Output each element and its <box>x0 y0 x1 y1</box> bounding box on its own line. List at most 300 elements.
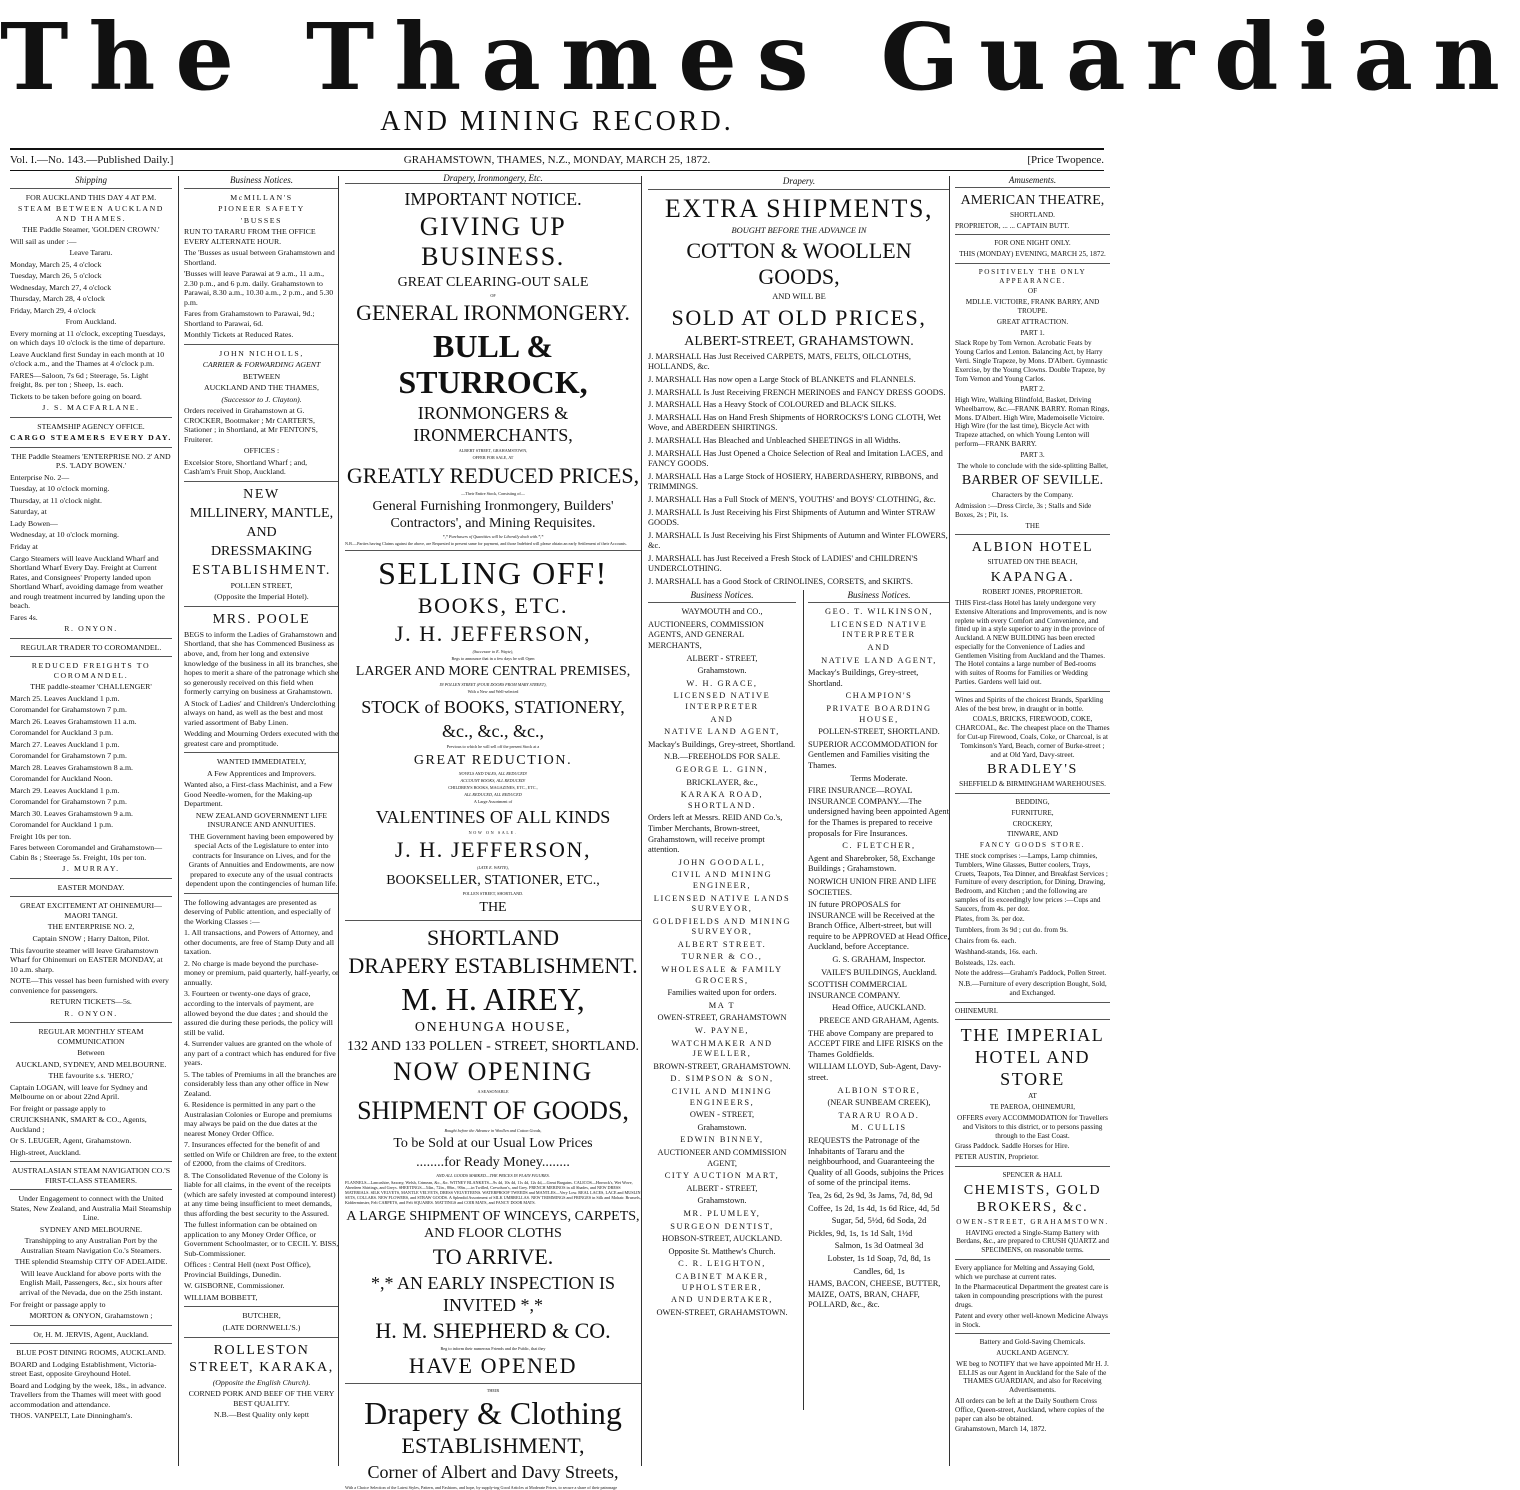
col2-p-text: N.B.—Best Quality only keptt <box>213 1410 310 1420</box>
col5-p-text: Battery and Gold-Saving Chemicals. <box>979 1338 1086 1347</box>
col3-p-text: AND ALL GOODS MARKED—THE PRICES IN PLAIN FIGURES. <box>436 1172 550 1178</box>
col2-p-text: 3. Fourteen or twenty-one days of grace, according to the intervals of payment, are allowed beyond the due dates ; and should the assured die during these periods, the policy will still be valid. <box>184 989 333 1037</box>
col1-p-text: Thursday, at 11 o'clock night. <box>10 495 102 505</box>
col2-p-text: ESTABLISHMENT. <box>192 562 331 578</box>
col1-p-text: Will sail as under :— <box>10 236 77 246</box>
col3-p-text: With a New and Well-selected <box>467 689 519 695</box>
col4-left-text: W. H. GRACE, <box>686 678 758 688</box>
col3-p-text: THEIR <box>486 1387 500 1393</box>
col4-right-text: LICENSED NATIVE INTERPRETER <box>830 619 928 640</box>
col5-p-text: HAVING erected a Single-Stamp Battery with Berdans, &c., are prepared to CRUSH QUARTZ and SPECIMENS, on reasonable terms. <box>956 1228 1109 1255</box>
col3-p-text: ONEHUNGA HOUSE, <box>414 1019 572 1035</box>
issue-price: [Price Twopence. <box>1027 154 1104 166</box>
col3-p-text: A LARGE SHIPMENT OF WINCEYS, CARPETS, AND FLOOR CLOTHS <box>346 1208 640 1241</box>
section-header: Amusements. <box>955 176 1110 188</box>
col3-p-text: GREAT CLEARING-OUT SALE <box>397 275 589 291</box>
col2-p-text: NEW ZEALAND GOVERNMENT LIFE INSURANCE AND ANNUITIES. <box>195 810 328 830</box>
col4-left-text: BRICKLAYER, &c., <box>686 777 758 787</box>
issue-info-bar <box>10 148 1104 171</box>
col2-p-text: 'Busses will leave Parawai at 9 a.m., 11 a.m., 2.30 p.m., and 6 p.m. daily. Grahamstown to Parawai, 8.30 a.m., 10.30 a.m., 2 p.m., and 5.30 p.m. <box>184 269 334 307</box>
col1-p-text: REGULAR TRADER TO COROMANDEL. <box>20 642 162 652</box>
col3-p-text: CHILDREN'S BOOKS, MAGAZINES, ETC., ETC., <box>448 784 538 790</box>
col4-right-text: PRIVATE BOARDING HOUSE, <box>826 704 932 724</box>
col1-p-text: Wednesday, March 27, 4 o'clock <box>10 282 112 292</box>
col4-left-text: W. PAYNE, <box>694 1026 750 1036</box>
col4-p-text: BOUGHT BEFORE THE ADVANCE IN <box>731 225 867 235</box>
col4-left-text: Mackay's Buildings, Grey-street, Shortland. <box>648 739 796 749</box>
col4-right-text: Salmon, 1s 3d Oatmeal 3d <box>834 1241 924 1251</box>
section-header: Drapery, Ironmongery, Etc. <box>345 176 641 184</box>
col5-p-text: N.B.—Furniture of every description Bought, Sold, and Exchanged. <box>958 980 1107 997</box>
col1-p-text: Will leave Auckland for above ports with the English Mail, Passengers, &c., six hours after arrival of the Nevada, due on the 25th instant. <box>19 1268 163 1297</box>
col4-right-text: C. FLETCHER, <box>842 841 916 851</box>
col1-p-text: March 28. Leaves Grahamstown 8 a.m. <box>10 762 133 772</box>
col4-left-text: WATCHMAKER AND JEWELLER, <box>671 1038 773 1059</box>
col4-left-text: Grahamstown. <box>697 1196 747 1206</box>
col5-p-text: Admission :—Dress Circle, 3s ; Stalls and Side Boxes, 2s ; Pit, 1s. <box>955 502 1092 519</box>
col2-p-text: POLLEN STREET, <box>230 580 293 590</box>
col4-left-text: C. R. LEIGHTON, <box>678 1259 766 1269</box>
col4-p-text: J. MARSHALL has Just Received a Fresh Stock of LADIES' and CHILDREN'S UNDERCLOTHING. <box>648 553 918 574</box>
col3-p-text: SHORTLAND <box>427 924 559 950</box>
col1-p-text: FOR AUCKLAND THIS DAY 4 AT P.M. <box>25 192 157 202</box>
col3-p-text: ........for Ready Money........ <box>416 1154 570 1170</box>
col3-p-text: H. M. SHEPHERD & CO. <box>375 1317 611 1343</box>
col5-p-text: AMERICAN THEATRE, <box>960 192 1105 208</box>
col4-p-text: J. MARSHALL Has a Heavy Stock of COLOURED and BLACK SILKS. <box>648 400 897 410</box>
col4-left-text: MR. PLUMLEY, <box>683 1208 761 1218</box>
col4-left-text: KARAKA ROAD, SHORTLAND. <box>680 790 764 810</box>
col1-p-text: CRUICKSHANK, SMART & CO., Agents, Auckland ; <box>10 1115 147 1134</box>
col4-left-text: HOBSON-STREET, AUCKLAND. <box>661 1234 783 1244</box>
col5-p-text: FOR ONE NIGHT ONLY. <box>994 239 1071 248</box>
col1-p-text: STEAMSHIP AGENCY OFFICE. <box>37 421 145 431</box>
col4-left-text: NATIVE LAND AGENT, <box>664 727 780 737</box>
col2-p-text: Wedding and Mourning Orders executed with the greatest care and promptitude. <box>184 729 339 748</box>
col4-left-text: OWEN-STREET, GRAHAMSTOWN. <box>656 1307 788 1317</box>
col4-p-text: J. MARSHALL Has a Large Stock of HOSIERY, HABERDASHERY, RIBBONS, and TRIMMINGS. <box>648 471 939 492</box>
col4-left-text: BROWN-STREET, GRAHAMSTOWN. <box>653 1061 791 1071</box>
col4-right-text: HAMS, BACON, CHEESE, BUTTER, MAIZE, OATS, BRAN, CHAFF, POLLARD, &c., &c. <box>808 1279 941 1310</box>
col1-p-text: March 29. Leaves Auckland 1 p.m. <box>10 785 120 795</box>
col1-p-text: March 27. Leaves Auckland 1 p.m. <box>10 739 120 749</box>
col1-p-text: Coromandel for Auckland Noon. <box>10 774 113 784</box>
col4-right-text: (NEAR SUNBEAM CREEK), <box>827 1098 931 1108</box>
col5-p-text: All orders can be left at the Daily Southern Cross Office, Queen-street, Auckland, where copies of the paper can also be obtained. <box>955 1397 1105 1423</box>
col3-p-text: Drapery & Clothing <box>364 1394 622 1431</box>
col1-p-text: Thursday, March 28, 4 o'clock <box>10 294 105 304</box>
col2-p-text: A Stock of Ladies' and Children's Underclothing always on hand, as well as the best and most varied assortment of Baby Linen. <box>184 698 336 727</box>
col4-left-text: N.B.—FREEHOLDS FOR SALE. <box>663 752 781 762</box>
col1-p-text: Saturday, at <box>10 507 47 517</box>
col3-p-text: SHIPMENT OF GOODS, <box>357 1095 629 1125</box>
col5-p-text: THE <box>1025 521 1040 530</box>
col4-left-text: AND UNDERTAKER, <box>671 1295 773 1305</box>
col2-p-text: 5. The tables of Premiums in all the branches are considerably less than any other office in New Zealand. <box>184 1069 337 1098</box>
col4-left-text: WAYMOUTH and CO., <box>681 607 763 617</box>
col1-p-text: THOS. VANPELT, Late Dinningham's. <box>10 1411 133 1421</box>
col1-p-text: AUSTRALASIAN STEAM NAVIGATION CO.'S FIRST-CLASS STEAMERS. <box>11 1166 171 1185</box>
col1-p-text: Fares between Coromandel and Grahamstown—Cabin 8s ; Steerage 5s. Freight, 10s per ton. <box>10 843 162 862</box>
col4-left-text: MA T <box>708 1000 736 1010</box>
col3-p-text: With a Choice Selection of the Latest Styles, Pattern, and Fashions, and hope, by supply-ing Good Articles at Moderate Prices, to secure a share of their patronage <box>345 1484 618 1490</box>
col1-p-text: Tickets to be taken before going on board. <box>10 391 142 401</box>
col5-p-text: Grahamstown, March 14, 1872. <box>955 1425 1047 1434</box>
col1-p-text: Transhipping to any Australian Port by the Australian Steam Navigation Co.'s Steamers. <box>20 1236 162 1255</box>
col5-p-text: PART 1. <box>1020 328 1045 337</box>
col5-p-text: SHEFFIELD & BIRMINGHAM WAREHOUSES. <box>959 780 1106 789</box>
col1-p-text: Enterprise No. 2— <box>10 472 70 482</box>
col5-p-text: THIS (MONDAY) EVENING, MARCH 25, 1872. <box>959 250 1106 259</box>
col4-right-text: Sugar, 5d, 5½d, 6d Soda, 2d <box>831 1216 927 1226</box>
col1-p-text: Fares 4s. <box>10 612 38 622</box>
col3-p-text: GREATLY REDUCED PRICES, <box>346 462 640 488</box>
subsection-header: Business Notices. <box>648 590 796 604</box>
col4-right-text: Mackay's Buildings, Grey-street, Shortland. <box>808 668 919 688</box>
col4-left-text: OWEN - STREET, <box>689 1110 755 1120</box>
col4-p-text: J. MARSHALL Has Just Received CARPETS, MATS, FELTS, OILCLOTHS, HOLLANDS, &c. <box>648 351 911 372</box>
col5-p-text: ALBION HOTEL <box>971 540 1094 556</box>
col1-p-text: Between <box>77 1048 105 1058</box>
col4-right-text: AND <box>867 643 891 653</box>
col4-p-text: COTTON & WOOLLEN GOODS, <box>686 238 912 290</box>
col2-p-text: JOHN NICHOLLS, <box>219 348 304 358</box>
col5-p-text: Note the address—Graham's Paddock, Pollen Street. <box>955 969 1107 978</box>
col3-p-text: A SEASONABLE <box>477 1088 509 1094</box>
col2-p-text: Excelsior Store, Shortland Wharf ; and, Cash'am's Fruit Shop, Auckland. <box>184 457 308 477</box>
col4-right-text: Head Office, AUCKLAND. <box>832 1003 926 1013</box>
col3-p-text: NOVELS AND TALES, ALL REDUCED! <box>458 770 528 776</box>
col2-p-text: Wanted also, a First-class Machinist, and a Few Good Needle-women, for the Making-up Department. <box>184 780 333 809</box>
col1-p-text: Or S. LEUGER, Agent, Grahamstown. <box>10 1136 132 1146</box>
col3-p-text: IN POLLEN STREET (FOUR DOORS FROM MARY STREET), <box>439 682 547 688</box>
col2-p-text: BETWEEN <box>242 371 281 381</box>
col3-p-text: FLANNELS—Lancashire, Saxony, Welsh, Crimean, &c., &c. WITNEY BLANKETS—9s 4d, 10s 4d, 11s 4d, 12s 4d,—Great Bargains. CALICOS—Horrock's, Wet Wove, Aberdeen Shirtings, and Greys. SHEETINGS—54in., 72in., 80in., 90in.,—in Twilled, Crewdson's, and Grey. FRENCH MERINOS in all Shades, and NEW DRESS MATERIALS. SILK VELVETS, MANTLE VELVETS, DRESS VELVETEENS. WATERPROOF TWEEDS and MANTLES—Very Low. REAL LACES, LACE and MUSLIN SETS, COLLARS. NEW FLOWERS, and STRAW GOODS. A Splendid Assortment of SILK UMBRELLAS. NEW TRIMMINGS and FRINGES in Silk and Mohair. Brussels, Kidderminster, Felt CARPETS, and Felt SQUARES. MATTINGS and COIR MATS, and FANCY DOOR MATS. <box>345 1179 641 1206</box>
col4-right-text: IN future PROPOSALS for INSURANCE will be Received at the Branch Office, Albert-street, but will require to be APPROVED at Head Office, Auckland, before Acceptance. <box>808 900 950 952</box>
col4-p-text: EXTRA SHIPMENTS, <box>664 193 934 223</box>
col3-p-text: BULL & STURROCK, <box>398 328 588 401</box>
col4-left-text: WHOLESALE & FAMILY GROCERS, <box>661 965 783 985</box>
section-header: Shipping <box>10 176 172 189</box>
col5-p-text: BARBER OF SEVILLE. <box>961 473 1104 489</box>
col4-p-text: AND WILL BE <box>772 292 826 302</box>
col2-p-text: A Few Apprentices and Improvers. <box>207 768 316 778</box>
col2-p-text: DRESSMAKING <box>210 543 313 559</box>
col2-p-text: The 'Busses as usual between Grahamstown and Shortland. <box>184 248 335 267</box>
col4-left-text: AND <box>710 714 734 724</box>
col1-p-text: Every morning at 11 o'clock, excepting Tuesdays, on which days 10 o'clock is the time of departure. <box>10 328 166 348</box>
col4-left-text: Grahamstown. <box>697 666 747 676</box>
col5-p-text: OHINEMURI. <box>955 1006 998 1015</box>
col1-p-text: BOARD and Lodging Establishment, Victoria-street East, opposite Greyhound Hotel. <box>10 1359 157 1379</box>
col3-p-text: ALBERT STREET, GRAHAMSTOWN, <box>458 448 528 454</box>
col3-p-text: SELLING OFF! <box>378 554 608 591</box>
col1-p-text: Captain LOGAN, will leave for Sydney and Melbourne on or about 22nd April. <box>10 1082 148 1102</box>
col2-p-text: Monthly Tickets at Reduced Rates. <box>184 330 294 340</box>
col3-p-text: HAVE OPENED <box>408 1352 578 1378</box>
col3-p-text: Previous to which he will sell off the present Stock at a <box>446 744 540 750</box>
col4-left-text: TURNER & CO., <box>681 952 763 962</box>
col5-p-text: GREAT ATTRACTION. <box>996 317 1069 326</box>
col5-p-text: COALS, BRICKS, FIREWOOD, COKE, CHARCOAL, &c. The cheapest place on the Thames for Cut-up Firewood, Coals, Coke, or Charcoal, is at Tomkinson's Yard, Beach, corner of Burke-street ; and at Old Yard, Davy-street. <box>955 715 1110 759</box>
col1-p-text: J. S. MACFARLANE. <box>42 403 140 413</box>
col1-p-text: R. ONYON. <box>64 624 118 634</box>
col5-p-text: The whole to conclude with the side-splitting Ballet, <box>957 461 1108 470</box>
col3-p-text: N.B.—Parties having Claims against the above, are Requested to present same for payment, and those Indebted will please obtain an early Settlement of their Accounts. <box>345 540 627 546</box>
col2-p-text: Fares from Grahamstown to Parawai, 9d.; Shortland to Parawai, 6d. <box>184 309 315 328</box>
col3-p-text: GENERAL IRONMONGERY. <box>356 300 630 326</box>
col1-p-text: THE Paddle Steamer, 'GOLDEN CROWN.' <box>22 225 160 235</box>
col4-right-text: PREECE AND GRAHAM, Agents. <box>819 1016 939 1026</box>
col2-p-text: 4. Surrender values are granted on the whole of any part of a contract which has endured for five years. <box>184 1039 336 1068</box>
col5-p-text: Bolsteads, 12s. each. <box>955 958 1016 967</box>
col4-left-text: ALBERT STREET. <box>677 939 767 949</box>
col5-p-text: BEDDING, <box>1015 798 1050 807</box>
col2-p-text: THE Government having been empowered by special Acts of the Legislature to enter into contracts for Insurance on Lives, and for the Grants of Annuities and Endowments, are now prepared to execute any of the usual contracts dependent upon the contingencies of human life. <box>185 831 338 889</box>
col3-p-text: IMPORTANT NOTICE. <box>404 189 582 210</box>
col1-p-text: Leave Auckland first Sunday in each month at 10 o'clock a.m., and the Thames at 4 o'clock p.m. <box>10 349 165 369</box>
col5-p-text: Every appliance for Melting and Assaying Gold, which we purchase at current rates. <box>955 1263 1095 1281</box>
column-shipping <box>10 176 172 1466</box>
col3-p-text: STOCK of BOOKS, STATIONERY, <box>361 697 625 718</box>
col3-p-text: LARGER AND MORE CENTRAL PREMISES, <box>355 664 631 680</box>
col1-p-text: March 26. Leaves Grahamstown 11 a.m. <box>10 716 137 726</box>
col4-left-text: Grahamstown. <box>697 1122 747 1132</box>
newspaper-title: The Thames Guardian <box>0 3 1520 111</box>
col3-p-text: *,* Purchasers of Quantities will be Liberally dealt with.*,* <box>442 533 544 539</box>
col1-p-text: STEAM BETWEEN AUCKLAND AND THAMES. <box>17 204 165 223</box>
col4-left-text: CIVIL AND MINING ENGINEER, <box>671 870 773 890</box>
col4-right-text: ALBION STORE, <box>837 1085 921 1095</box>
col4-left-text: ALBERT - STREET, <box>686 653 758 663</box>
column-business-notices <box>178 176 339 1466</box>
column-drapery-ironmongery <box>338 173 641 1490</box>
col5-p-text: WE beg to NOTIFY that we have appointed Mr H. J. ELLIS as our Agent in Auckland for the Sale of the THAMES GUARDIAN, and also for Receiving Advertisements. <box>956 1359 1109 1395</box>
col3-p-text: POLLEN STREET, SHORTLAND. <box>462 891 524 897</box>
col5-p-text: AUCKLAND AGENCY. <box>996 1349 1069 1358</box>
column-amusements <box>949 176 1110 1466</box>
col4-left-text: GOLDFIELDS AND MINING SURVEYOR, <box>652 916 792 937</box>
col4-p-text: J. MARSHALL Has now open a Large Stock of BLANKETS and FLANNELS. <box>648 374 916 384</box>
col1-p-text: Cargo Steamers will leave Auckland Wharf and Shortland Wharf Every Day. Freight at Current Rates, and Consignees' Property landed upon Shortland Wharf, avoiding damage from weather and rough treatment incurred by landing upon the beach. <box>10 553 165 611</box>
col3-p-text: To be Sold at our Usual Low Prices <box>393 1135 593 1151</box>
col2-p-text: Offices : Central Hell (next Post Office), Provincial Buildings, Dunedin. <box>184 1260 311 1279</box>
business-left <box>648 590 796 1321</box>
col3-p-text: NOW OPENING <box>393 1056 593 1086</box>
col1-p-text: Board and Lodging by the week, 18s., in advance. Travellers from the Thames will meet with good accommodation and attendance. <box>10 1380 167 1409</box>
col2-p-text: 6. Residence is permitted in any part o the Australasian Colonies or Europe and premiums may always be paid on the due dates at the nearest Money Order Office. <box>184 1100 332 1138</box>
col3-p-text: THE <box>479 899 507 915</box>
col4-right-text: Tea, 2s 6d, 2s 9d, 3s Jams, 7d, 8d, 9d <box>808 1190 933 1200</box>
col5-p-text: OWEN-STREET, GRAHAMSTOWN. <box>956 1217 1109 1226</box>
col2-p-text: BUTCHER, <box>242 1311 281 1321</box>
col5-p-text: POSITIVELY THE ONLY APPEARANCE. <box>978 267 1087 285</box>
col1-p-text: Wednesday, at 10 o'clock morning. <box>10 530 119 540</box>
col5-p-text: BRADLEY'S <box>987 762 1078 778</box>
col2-p-text: The fullest information can be obtained on application to any Money Order Office, or Government Schoolmaster, or to CECIL Y. BISS, Sub-Commissioner. <box>184 1220 339 1258</box>
col1-p-text: THE splendid Steamship CITY OF ADELAIDE. <box>14 1257 168 1267</box>
col5-p-text: Patent and every other well-known Medicine Always in Stock. <box>955 1311 1108 1329</box>
col1-p-text: For freight or passage apply to <box>10 1299 106 1309</box>
col1-p-text: EASTER MONDAY. <box>57 882 125 892</box>
col1-p-text: Coromandel for Auckland 1 p.m. <box>10 820 114 830</box>
col2-p-text: 1. All transactions, and Powers of Attorney, and other documents, are free of Stamp Duty and all taxation. <box>184 928 335 957</box>
col1-p-text: Friday, March 29, 4 o'clock <box>10 305 96 315</box>
col1-p-text: Or, H. M. JERVIS, Agent, Auckland. <box>33 1329 149 1339</box>
col5-p-text: PROPRIETOR, ... ... CAPTAIN BUTT. <box>955 221 1070 230</box>
col4-p-text: J. MARSHALL Is Just Receiving FRENCH MERINOES and FANCY DRESS GOODS. <box>648 387 946 397</box>
newspaper-subtitle: AND MINING RECORD. <box>380 106 734 137</box>
col5-p-text: ROBERT JONES, PROPRIETOR. <box>982 588 1083 597</box>
col1-p-text: R. ONYON. <box>64 1008 118 1018</box>
col1-p-text: For freight or passage apply to <box>10 1103 106 1113</box>
col5-p-text: TE PAEROA, OHINEMURI, <box>989 1103 1076 1112</box>
col2-p-text: AUCKLAND AND THE THAMES, <box>204 383 319 393</box>
col5-p-text: High Wire, Walking Blindfold, Basket, Driving Wheelbarrow, &c.—FRANK BARRY. Roman Rings, Mons. D'Albert. High Wire, Mademoiselle Victoire. High Wire (for the last time), Bicycle Act with Trapeze attached, on which Young Lenton will perform—FRANK BARRY. <box>955 396 1110 448</box>
col3-p-text: ALL REDUCED, ALL REDUCED <box>464 791 522 797</box>
col3-p-text: (LATE E. WAYTE), <box>477 865 509 871</box>
col1-p-text: MORTON & ONYON, Grahamstown ; <box>29 1311 153 1321</box>
col3-p-text: VALENTINES OF ALL KINDS <box>375 807 611 828</box>
col4-left-text: D. SIMPSON & SON, <box>670 1074 774 1084</box>
col1-p-text: Freight 10s per ton. <box>10 831 72 841</box>
col3-p-text: Corner of Albert and Davy Streets, <box>367 1461 619 1482</box>
col3-p-text: IRONMONGERS & IRONMERCHANTS, <box>413 403 573 446</box>
col4-right-text: NORWICH UNION FIRE AND LIFE SOCIETIES. <box>808 876 937 897</box>
col2-p-text: NEW <box>243 486 280 502</box>
col5-p-text: OFFERS every ACCOMMODATION for Travellers and Visitors to this district, or to persons passing through to the East Coast. <box>957 1114 1108 1140</box>
col5-p-text: THIS First-class Hotel has lately undergone very Extensive Alterations and Improvements, and is now replete with every Comfort and Convenience, and fitted up in a style superior to any in the province of Auckland. A NEW BUILDING has been erected especially for the Convenience of Ladies and Gentlemen Visiting from Auckland and the Thames. The Hotel contains a large number of Bed-rooms with suites of Rooms for Families or Wedding Parties. Gardens well laid out. <box>955 599 1107 687</box>
col2-p-text: OFFICES : <box>243 446 280 456</box>
col4-right-text: Candles, 6d, 1s <box>853 1266 905 1276</box>
col3-p-text: DRAPERY ESTABLISHMENT. <box>348 952 638 978</box>
col3-p-text: ACCOUNT BOOKS, ALL REDUCED! <box>460 777 526 783</box>
col3-p-text: General Furnishing Ironmongery, Builders' Contractors', and Mining Requisites. <box>372 498 614 531</box>
subsection-header: Business Notices. <box>808 590 950 604</box>
business-right <box>808 590 950 1313</box>
col4-right-text: POLLEN-STREET, SHORTLAND. <box>818 727 940 737</box>
col4-left-text: Families waited upon for orders. <box>667 988 777 998</box>
col1-p-text: Under Engagement to connect with the United States, New Zealand, and Australia Mail Steamship Line. <box>10 1194 172 1223</box>
col4-left-text: LICENSED NATIVE INTERPRETER <box>673 691 771 711</box>
col4-p-text: J. MARSHALL Is Just Receiving his First Shipments of Autumn and Winter STRAW GOODS. <box>648 507 936 528</box>
col4-left-text: Opposite St. Matthew's Church. <box>668 1246 776 1256</box>
col3-p-text: —Their Entire Stock, Consisting of— <box>461 490 525 496</box>
col5-p-text: CHEMISTS, GOLD BROKERS, &c. <box>963 1182 1102 1215</box>
drapery-block <box>648 194 950 588</box>
col5-p-text: TINWARE, AND <box>1006 830 1059 839</box>
col5-p-text: Chairs from 6s. each. <box>955 937 1017 945</box>
col5-p-text: CROCKERY, <box>1012 819 1053 828</box>
col2-p-text: McMILLAN'S <box>230 192 293 202</box>
col4-right-text: Lobster, 1s 1d Soap, 7d, 8d, 1s <box>827 1253 931 1263</box>
col1-p-text: Tuesday, at 10 o'clock morning. <box>10 484 110 494</box>
col2-p-text: The following advantages are presented as deserving of Public attention, and especially of the Working Classes :— <box>184 897 331 926</box>
col3-p-text: BOOKSELLER, STATIONER, ETC., <box>386 873 600 889</box>
col3-p-text: GREAT REDUCTION. <box>413 752 573 768</box>
col2-p-text: MRS. POOLE <box>212 611 311 627</box>
col4-left-text: LICENSED NATIVE LANDS SURVEYOR, <box>653 893 791 914</box>
col1-p-text: AUCKLAND, SYDNEY, AND MELBOURNE. <box>15 1059 167 1069</box>
col3-p-text: TO ARRIVE. <box>432 1243 554 1269</box>
col4-right-text: SCOTTISH COMMERCIAL INSURANCE COMPANY. <box>808 980 907 1000</box>
col1-p-text: THE paddle-steamer 'CHALLENGER' <box>30 682 152 692</box>
col4-left-text: ALBERT - STREET, <box>686 1183 758 1193</box>
col1-p-text: Leave Tararu. <box>69 248 113 258</box>
col4-left-text: SURGEON DENTIST, <box>670 1221 774 1231</box>
col4-p-text: J. MARSHALL Has a Full Stock of MEN'S, YOUTHS' and BOYS' CLOTHING, &c. <box>648 494 936 504</box>
col5-p-text: PETER AUSTIN, Proprietor. <box>955 1153 1039 1162</box>
col4-p-text: J. MARSHALL Has Bleached and Unbleached SHEETINGS in all Widths. <box>648 435 901 445</box>
col1-p-text: Coromandel for Grahamstown 7 p.m. <box>10 751 127 761</box>
col2-p-text: BEGS to inform the Ladies of Grahamstown and Shortland, that she has Commenced Business as above, and, from her long and extensive knowledge of the business in all its branches, she hopes to merit a share of the patronage which she so generously received on this field when formerly carrying on business at Grahamstown. <box>184 629 339 697</box>
col4-p-text: J. MARSHALL Has on Hand Fresh Shipments of HORROCKS'S LONG CLOTH, Wet Wove, and ABERDEEN SHIRTINGS. <box>648 412 941 433</box>
col4-right-text: G. S. GRAHAM, Inspector. <box>832 955 926 965</box>
col5-p-text: Wines and Spirits of the choicest Brands, Sparkling Ales of the best brew, in draught or in bottle. <box>955 695 1104 713</box>
col3-p-text: M. H. AIREY, <box>401 980 585 1017</box>
col2-p-text: RUN TO TARARU FROM THE OFFICE EVERY ALTERNATE HOUR. <box>184 227 316 246</box>
col3-p-text: &c., &c., &c., <box>442 721 544 742</box>
col4-left-text: CIVIL AND MINING ENGINEERS, <box>671 1087 773 1107</box>
col3-p-text: ESTABLISHMENT, <box>401 1432 585 1458</box>
issue-volume: Vol. I.—No. 143.—Published Daily.] <box>10 154 174 166</box>
col4-left-text: JOHN GOODALL, <box>678 857 766 867</box>
col3-p-text: GIVING UP BUSINESS. <box>419 212 567 272</box>
col3-p-text: J. H. JEFFERSON, <box>394 620 592 646</box>
col4-left-text: GEORGE L. GINN, <box>675 764 769 774</box>
col3-p-text: *,* AN EARLY INSPECTION IS INVITED *,* <box>370 1272 616 1315</box>
col1-p-text: Coromandel for Grahamstown 7 p.m. <box>10 705 127 715</box>
col5-p-text: KAPANGA. <box>990 570 1075 586</box>
col3-p-text: NOW ON SALE. <box>468 830 518 836</box>
col2-p-text: WILLIAM BOBBETT, <box>184 1292 258 1302</box>
col5-p-text: Tumblers, from 3s 9d ; cut do. from 9s. <box>955 926 1068 935</box>
col2-p-text: ROLLESTON STREET, KARAKA, <box>189 1342 334 1375</box>
col3-p-text: Bought before the Advance in Woollen and Cotton Goods, <box>444 1127 542 1133</box>
col4-right-text: VAILE'S BUILDINGS, Auckland. <box>821 967 937 977</box>
col2-p-text: Orders received in Grahamstown at G. CROCKER, Bootmaker ; Mr CARTER'S, Stationer ; in Shortland, at Mr FENTON'S, Fruiterer. <box>184 406 318 444</box>
col4-p-text: J. MARSHALL Has Just Opened a Choice Selection of Real and Imitation LACES, and FANCY GOODS. <box>648 448 943 469</box>
col1-p-text: REGULAR MONTHLY STEAM COMMUNICATION <box>38 1027 144 1046</box>
col3-p-text: OFFER FOR SALE, AT <box>472 455 514 461</box>
col5-p-text: Grass Paddock. Saddle Horses for Hire. <box>955 1142 1070 1151</box>
col4-right-text: CHAMPION'S <box>845 691 913 701</box>
col5-p-text: PART 2. <box>1020 385 1045 394</box>
col5-p-text: AT <box>1028 1092 1037 1101</box>
col1-p-text: Coromandel for Grahamstown 7 p.m. <box>10 797 127 807</box>
col1-p-text: GREAT EXCITEMENT AT OHINEMURI—MAORI TANGI. <box>20 901 162 920</box>
col1-p-text: March 30. Leaves Grahamstown 9 a.m. <box>10 808 133 818</box>
col2-p-text: WANTED IMMEDIATELY, <box>216 757 307 767</box>
col3-p-text: Beg to inform their numerous Friends and the Public, that they <box>440 1345 546 1351</box>
col4-left-text: CITY AUCTION MART, <box>664 1171 780 1181</box>
col3-p-text: Begs to announce that in a few days he will Open <box>451 656 535 661</box>
col4-right-text: Coffee, 1s 2d, 1s 4d, 1s 6d Rice, 4d, 5d <box>808 1203 940 1213</box>
col3-p-text: OF <box>490 293 496 299</box>
masthead <box>0 0 1520 150</box>
col1-p-text: Tuesday, March 26, 5 o'clock <box>10 271 102 281</box>
col4-right-text: REQUESTS the Patronage of the Inhabitants of Tararu and the neighbourhood, and Guaranteeing the Quality of all Goods, subjoins the Prices of some of the principal items. <box>808 1135 944 1188</box>
col1-p-text: Friday at <box>10 541 38 551</box>
col2-p-text: (Opposite the English Church). <box>212 1377 311 1387</box>
col2-p-text: 'BUSSES <box>240 215 283 225</box>
col4-p-text: J. MARSHALL Is Just Receiving his First Shipments of Autumn and Winter FLOWERS, &c. <box>648 530 948 551</box>
col1-p-text: THE favourite s.s. 'HERO,' <box>48 1071 134 1081</box>
column-drapery <box>641 176 950 1466</box>
col4-right-text: Agent and Sharebroker, 58, Exchange Buildings ; Grahamstown. <box>808 853 936 874</box>
col4-left-text: EDWIN BINNEY, <box>680 1135 764 1145</box>
col5-p-text: SITUATED ON THE BEACH, <box>987 558 1078 567</box>
